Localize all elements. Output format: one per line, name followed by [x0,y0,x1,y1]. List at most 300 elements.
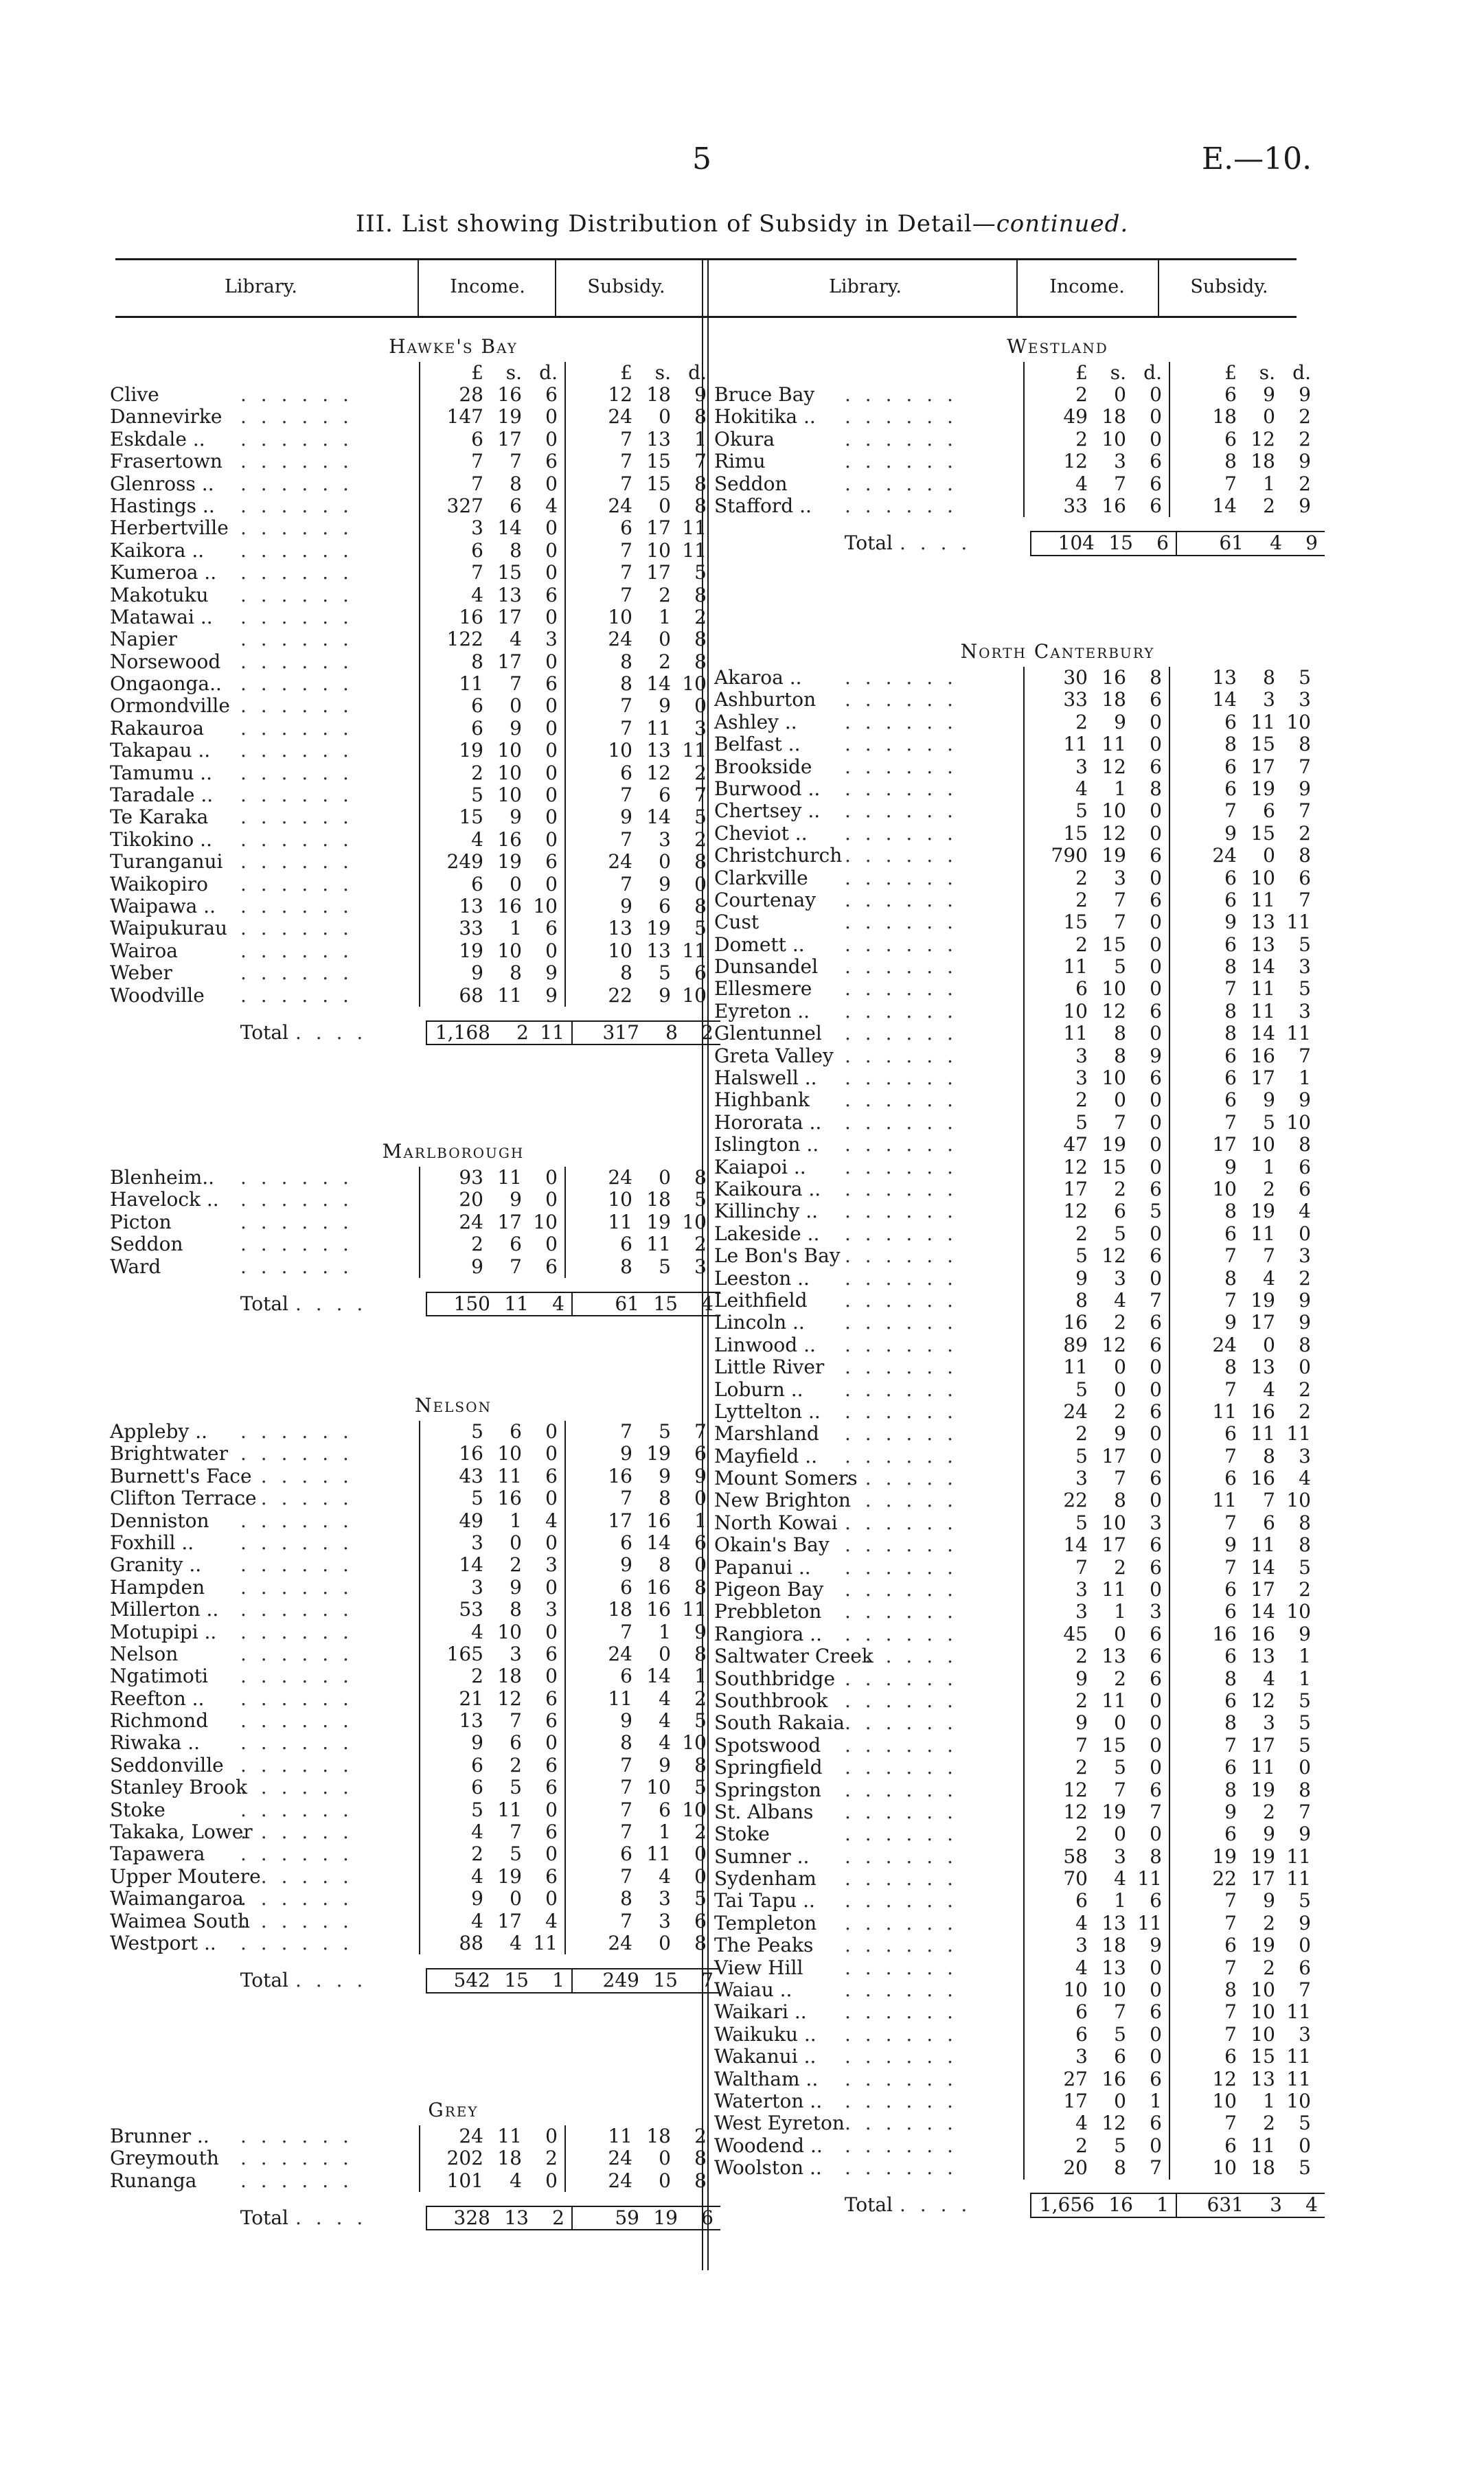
income-amount-pounds: 101 [446,2169,483,2192]
total-subsidy-amount-pence: 9 [1305,532,1318,555]
total-row [110,1965,797,1996]
subsidy-amount-pence: 1 [694,1509,707,1532]
income-amount-shillings: 2 [510,1753,522,1777]
income-amount-pounds: 6 [471,1753,483,1777]
table-row [110,1510,797,1532]
table-row [110,2125,797,2147]
subsidy-cell [566,1866,714,1888]
income-amount-shillings: 10 [497,1442,522,1465]
income-cell [1023,1290,1170,1312]
library-name: Tapawera [110,1842,205,1866]
subsidy-amount-pence: 6 [694,1909,707,1932]
income-cell [419,1866,566,1888]
table-row [714,1223,1401,1245]
income-amount [1025,1601,1162,1623]
subsidy-cell [566,384,714,406]
table-row [714,2090,1401,2112]
income-amount-pence: 6 [1150,1555,1162,1579]
subsidy-amount-pence: 7 [694,784,707,807]
subsidy-amount-pounds: 7 [1224,1511,1237,1534]
subsidy-cell [566,1421,714,1443]
subsidy-cell [1170,2024,1318,2046]
income-amount [1025,1868,1162,1890]
leader-dots: . . . . . . [240,872,353,895]
income-cell [1023,1645,1170,1667]
subsidy-amount-pounds: 9 [1224,1533,1237,1557]
library-name: Eskdale .. [110,427,205,450]
income-cell [419,1211,566,1233]
income-amount-pounds: 24 [459,2125,483,2147]
income-amount [420,940,558,962]
money-cells [1023,2112,1318,2134]
subsidy-amount-shillings: 10 [1251,2000,1275,2024]
subsidy-amount-shillings: 5 [659,1420,671,1443]
money-cells [1023,1623,1318,1645]
income-amount-pounds: 5 [1075,1444,1088,1467]
leader-dots: . . . . . . [240,1709,353,1733]
money-cells [1023,1912,1318,1934]
total-income [426,1968,573,1993]
income-amount [420,628,558,650]
money-cells [1023,1534,1318,1556]
income-amount-pence: 8 [1150,666,1162,689]
subsidy-cell [566,673,714,695]
income-amount-pence: 10 [533,894,558,917]
subsidy-amount-pounds: 7 [620,1753,632,1777]
leader-dots: . . . . . . [845,1133,957,1156]
subsidy-amount-shillings: 1 [1263,472,1275,495]
income-amount [420,829,558,851]
subsidy-amount-pence: 10 [1286,1600,1311,1623]
subsidy-amount [566,1421,707,1443]
document-reference: E.—10. [1202,141,1312,176]
subsidy-amount [1170,1223,1311,1245]
money-cells [1023,450,1318,472]
income-amount [1025,1579,1162,1601]
leader-dots: . . . . . . [240,538,353,562]
table-row [714,1623,1401,1645]
income-amount-pence: 0 [1150,1356,1162,1379]
income-cell [1023,845,1170,867]
library-name: Lakeside .. [714,1222,820,1245]
library-name: Taradale .. [110,784,214,807]
leader-dots: . . . . . . [240,806,353,829]
subsidy-amount-pence: 7 [1299,755,1311,778]
total-subsidy-amount-pence: 7 [701,1969,714,1992]
income-amount-pence: 6 [1150,888,1162,911]
income-amount-shillings: 1 [1114,777,1126,800]
income-amount-pence: 0 [545,605,558,628]
library-name: Waltham .. [714,2067,819,2090]
income-amount-pounds: 88 [459,1931,483,1954]
library-name: Waterton .. [714,2090,823,2112]
income-amount-pounds: 202 [446,2147,483,2170]
income-cell [419,962,566,984]
subsidy-cell [1170,956,1318,978]
leader-dots: . . . . . . [845,1378,957,1401]
income-cell [1023,1200,1170,1222]
subsidy-amount [1170,1690,1311,1712]
income-amount-shillings: 7 [510,1255,522,1278]
subsidy-amount-pence: 5 [694,561,707,584]
leader-dots: . . . . . . [845,450,957,473]
subsidy-amount-shillings: 1 [1263,2090,1275,2112]
table-row [714,1823,1401,1845]
subsidy-amount-pence: 6 [694,1442,707,1465]
leader-dots: . . . . . . [240,628,353,651]
leader-dots: . . . . . . [240,561,353,584]
subsidy-amount-shillings: 6 [1263,1511,1275,1534]
subsidy-amount [566,917,707,939]
leader-dots: . . . . . . [240,583,353,606]
subsidy-amount-pence: 8 [694,894,707,917]
income-amount-pence: 0 [1150,911,1162,934]
leader-dots: . . . . . . [845,1110,957,1134]
income-amount-pounds: 2 [1075,383,1088,406]
income-amount-pence: 6 [545,583,558,606]
table-row [714,689,1401,711]
leader-dots: . . . . . . [845,1711,957,1735]
library-name: Prebbleton [714,1600,822,1623]
subsidy-amount-shillings: 1 [659,1620,671,1643]
total-subsidy-amount [573,1022,714,1044]
header-bottom-rule [115,316,1297,318]
income-amount-pounds: 6 [1075,1889,1088,1912]
income-amount-pounds: 2 [1075,1222,1088,1245]
subsidy-amount-pence: 8 [1299,1533,1311,1557]
income-cell [1023,1023,1170,1044]
subsidy-amount-pence: 0 [1299,1934,1311,1957]
subsidy-cell [566,895,714,917]
money-cells [1023,1957,1318,1979]
library-name: Le Bon's Bay [714,1244,841,1268]
total-income-amount-pounds: 542 [453,1969,490,1992]
subsidy-amount-pounds: 10 [1212,2090,1237,2112]
subsidy-cell [566,784,714,806]
table-row [110,1665,797,1687]
total-income [426,1020,573,1045]
subsidy-cell [566,1487,714,1509]
table-row [110,2170,797,2192]
money-cells [1023,1601,1318,1623]
money-cells [1023,689,1318,711]
subsidy-amount-pounds: 6 [1224,1088,1237,1112]
library-name: Woodend .. [714,2134,823,2157]
income-amount [420,673,558,695]
library-name: Riwaka .. [110,1731,201,1755]
library-name: Ormondville [110,694,230,718]
money-cells [419,562,714,584]
leader-dots: . . . . . . [845,2067,957,2090]
income-amount-shillings: 10 [1101,1978,1126,2002]
subsidy-amount-shillings: 9 [659,983,671,1007]
total-subsidy-amount [1177,532,1318,554]
table-row [714,1690,1401,1712]
income-amount-pounds: 15 [459,806,483,829]
library-name: Hastings .. [110,494,215,517]
income-amount [420,1487,558,1509]
table-row [714,1757,1401,1779]
income-cell [1023,1178,1170,1200]
subsidy-amount-pence: 5 [1299,1555,1311,1579]
subsidy-amount-pounds: 6 [620,516,632,540]
subsidy-amount-shillings: 2 [1263,494,1275,517]
income-amount-shillings: 12 [1101,821,1126,845]
income-amount-pounds: 12 [1063,1778,1088,1801]
library-name: View Hill [714,1956,803,1979]
income-amount [1025,1356,1162,1378]
subsidy-amount [566,1888,707,1910]
income-amount-pounds: 122 [446,628,483,651]
total-money [426,1020,720,1045]
subsidy-amount-shillings: 11 [646,1233,671,1256]
income-amount-shillings: 8 [1114,1044,1126,1067]
income-amount-shillings: 15 [1101,1155,1126,1178]
income-amount-pence: 6 [1150,494,1162,517]
money-cells [419,873,714,895]
table-row [714,1423,1401,1445]
income-amount-pence: 0 [1150,1088,1162,1112]
leader-dots: . . . . . . [845,844,957,867]
subsidy-cell [566,1577,714,1599]
subsidy-amount-pence: 0 [694,872,707,895]
subsidy-cell [1170,1089,1318,1111]
income-amount-pence: 2 [545,2147,558,2170]
income-amount-pence: 0 [545,1487,558,1510]
income-amount-pounds: 17 [1063,1177,1088,1200]
income-amount-shillings: 2 [1114,1400,1126,1423]
income-amount [420,1421,558,1443]
leader-dots: . . . . . . [240,2147,353,2170]
income-amount [1025,1268,1162,1290]
subsidy-amount-shillings: 8 [1263,1444,1275,1467]
income-cell [419,873,566,895]
subsidy-amount-pounds: 9 [620,1442,632,1465]
income-amount-pounds: 3 [1075,1578,1088,1601]
subsidy-amount-pounds: 7 [1224,1555,1237,1579]
income-cell [1023,711,1170,733]
subsidy-amount-shillings: 9 [1263,1889,1275,1912]
table-row [110,940,797,962]
income-amount-pence: 0 [545,939,558,962]
table-row [714,1934,1401,1956]
total-label: Total [240,1969,288,1992]
subsidy-amount-pence: 2 [694,761,707,784]
income-amount-pounds: 5 [471,1420,483,1443]
total-subsidy-amount [573,1969,714,1991]
leader-dots: . . . . . . [845,1400,957,1423]
total-subsidy-amount-pounds: 61 [615,1292,639,1315]
income-cell [1023,473,1170,495]
income-amount-pounds: 11 [1063,733,1088,756]
income-amount-pence: 0 [545,1575,558,1599]
income-amount-pence: 11 [1137,1911,1162,1934]
subsidy-amount [1170,1557,1311,1579]
money-cells [1023,1868,1318,1890]
subsidy-amount [566,2125,707,2147]
leader-dots: . . . . . . [240,1509,353,1532]
subsidy-cell [1170,667,1318,689]
income-amount-shillings: 7 [1114,888,1126,911]
money-cells [1023,1934,1318,1956]
income-cell [1023,823,1170,845]
library-name: Clive [110,383,159,406]
income-amount-shillings: 16 [1101,494,1126,517]
income-amount-shillings: 13 [1101,1911,1126,1934]
subsidy-amount [1170,2112,1311,2134]
income-amount-shillings: 14 [497,516,522,540]
income-amount-pence: 6 [545,1776,558,1799]
subsidy-amount [1170,1446,1311,1467]
income-cell [1023,934,1170,956]
income-amount-pence: 0 [545,827,558,851]
subsidy-amount-pounds: 7 [620,827,632,851]
table-row [714,2112,1401,2134]
subsidy-amount-pence: 5 [1299,1711,1311,1735]
subsidy-amount-pence: 3 [1299,2022,1311,2046]
money-cells [419,740,714,762]
leader-dots: . . . . . . [240,1887,353,1910]
subsidy-cell [566,1599,714,1621]
title-main: III. List showing Distribution of Subsidy in Detail— [355,210,996,238]
total-income-amount-pence: 1 [552,1969,564,1992]
total-income [426,1292,573,1316]
income-amount-shillings: 0 [1114,2090,1126,2112]
income-amount [1025,2024,1162,2046]
library-name: Frasertown [110,450,222,473]
leader-dots: . . . . . . [845,1867,957,1891]
income-amount-shillings: 11 [1101,1578,1126,1601]
subsidy-amount [1170,889,1311,911]
income-amount-shillings: 6 [1114,1200,1126,1223]
income-amount-shillings: 12 [1101,1244,1126,1268]
subsidy-cell [566,606,714,628]
leader-dots: . . . . . . [240,983,353,1007]
income-amount-pence: 0 [1150,1422,1162,1446]
library-name: Spotswood [714,1733,821,1757]
library-name: Ongaonga.. [110,672,222,696]
income-amount-pence: 6 [545,1642,558,1665]
income-amount [1025,1957,1162,1979]
income-cell [419,1799,566,1821]
income-cell [1023,689,1170,711]
money-cells [1023,1045,1318,1067]
subsidy-amount [566,1233,707,1255]
money-cells [1023,667,1318,689]
income-amount [1025,1223,1162,1245]
subsidy-amount-pounds: 16 [1212,1622,1237,1645]
income-amount-shillings: 7 [1114,911,1126,934]
income-amount-pence: 6 [1150,2000,1162,2024]
subsidy-amount [1170,1757,1311,1779]
income-amount [1025,889,1162,911]
income-amount-pounds: 20 [1063,2156,1088,2180]
income-amount-shillings: 4 [510,2169,522,2192]
subsidy-cell [566,695,714,717]
income-amount [1025,1779,1162,1801]
table-row [110,1732,797,1754]
subsidy-amount [1170,1801,1311,1823]
table-title [0,210,1484,238]
subsidy-amount-shillings: 6 [1263,799,1275,823]
subsidy-cell [1170,1045,1318,1067]
income-amount-shillings: 16 [1101,2067,1126,2090]
income-amount-shillings: 8 [510,538,522,562]
income-cell [1023,1557,1170,1579]
subsidy-amount-pounds: 7 [620,1864,632,1888]
subsidy-amount-pence: 2 [694,2125,707,2147]
subsidy-amount-shillings: 9 [1263,1823,1275,1846]
library-name: Greymouth [110,2147,219,2170]
total-row [110,2203,797,2233]
subsidy-amount [566,806,707,828]
subsidy-amount-shillings: 3 [1263,688,1275,711]
header-library-right: Library. [828,276,902,297]
subsidy-amount-shillings: 15 [1251,733,1275,756]
library-name: Norsewood [110,650,221,673]
income-cell [1023,1268,1170,1290]
income-cell [1023,1334,1170,1356]
library-name: Glenross .. [110,472,214,495]
subsidy-amount [1170,1601,1311,1623]
subsidy-amount-shillings: 16 [646,1598,671,1621]
subsidy-amount [1170,1467,1311,1489]
subsidy-amount-pence: 8 [1299,844,1311,867]
income-cell [419,517,566,539]
subsidy-amount [1170,1979,1311,2001]
leader-dots: . . . . . . [845,1333,957,1356]
library-name: Domett .. [714,933,805,956]
income-cell [1023,1868,1170,1890]
subsidy-amount-shillings: 0 [659,628,671,651]
money-cells [1023,889,1318,911]
leader-dots: . . . . . . [845,1088,957,1112]
income-amount-pence: 6 [545,450,558,473]
income-amount-pounds: 8 [471,650,483,673]
subsidy-cell [1170,1446,1318,1467]
subsidy-amount-shillings: 15 [646,472,671,495]
money-cells [1023,2068,1318,2090]
subsidy-cell [566,1554,714,1576]
table-row [714,1200,1401,1222]
subsidy-amount-shillings: 18 [1251,2156,1275,2180]
money-cells [1023,2135,1318,2157]
leader-dots: . . . . . . [845,1155,957,1178]
income-amount [1025,1112,1162,1134]
income-amount-shillings: 11 [1101,1689,1126,1712]
income-amount-pence: 6 [1150,1244,1162,1268]
leader-dots: . . . . . . [845,1044,957,1067]
table-row [714,1334,1401,1356]
subsidy-amount-pence: 0 [1299,2134,1311,2157]
income-amount-pence: 9 [1150,1044,1162,1067]
income-amount-shillings: 3 [1114,1266,1126,1290]
unit-shillings: s. [1110,361,1126,384]
money-cells [1023,867,1318,889]
income-cell [1023,1245,1170,1267]
subsidy-amount-pence: 8 [694,583,707,606]
money-cells [1023,1134,1318,1156]
income-amount-pence: 11 [533,1931,558,1954]
subsidy-amount-shillings: 19 [646,1442,671,1465]
subsidy-cell [566,1532,714,1554]
leader-dots: . . . . . . [240,1642,353,1665]
subsidy-amount-pounds: 7 [620,472,632,495]
library-name: Ellesmere [714,977,812,1001]
subsidy-amount-pence: 9 [1299,1088,1311,1112]
subsidy-amount-pence: 3 [1299,1244,1311,1268]
subsidy-amount-pence: 5 [1299,666,1311,689]
